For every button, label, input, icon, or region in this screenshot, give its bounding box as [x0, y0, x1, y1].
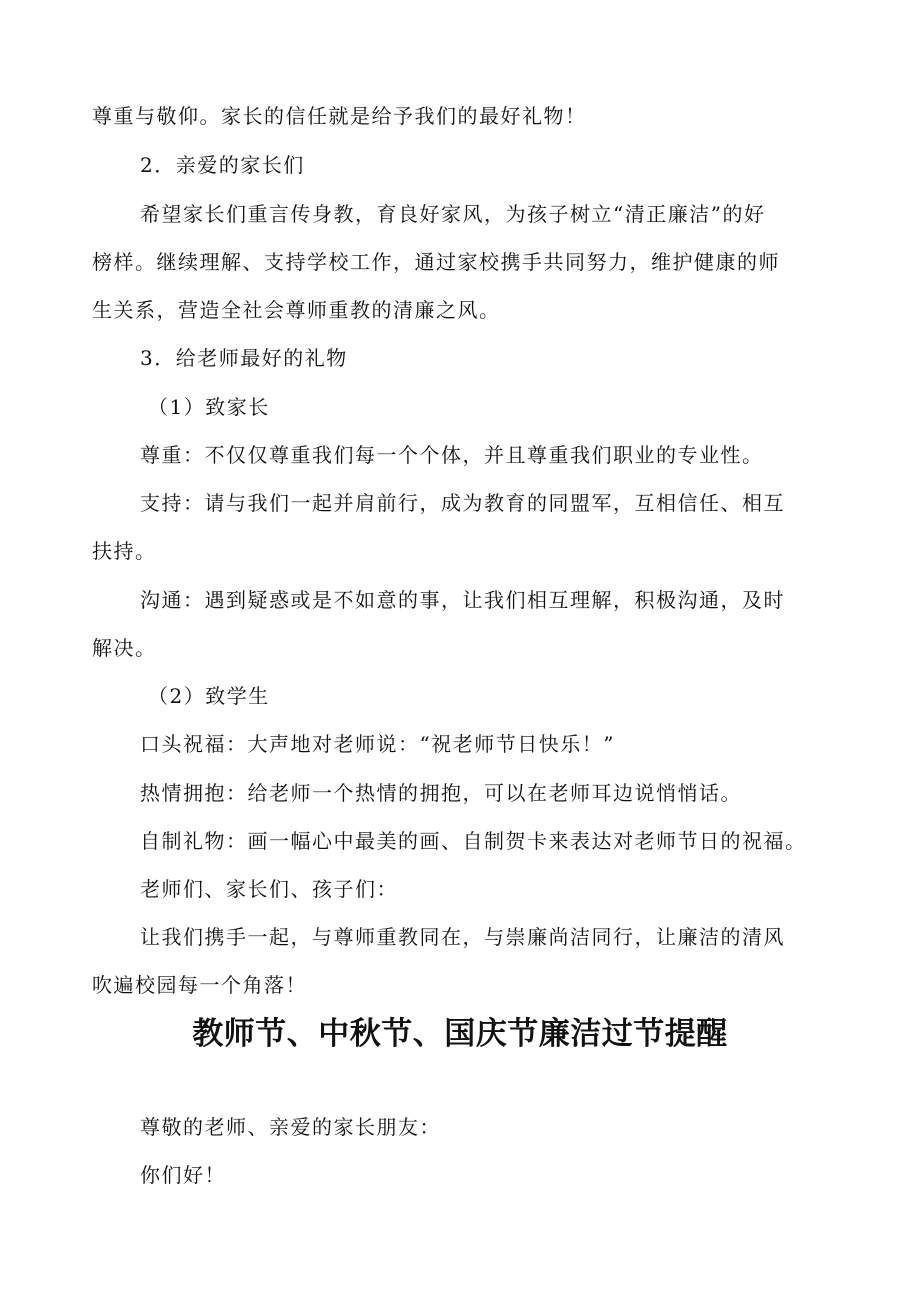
paragraph-line: 口头祝福：大声地对老师说：“祝老师节日快乐！”	[140, 732, 615, 756]
subheading-to-parents: （1）致家长	[148, 395, 270, 419]
paragraph-line: 尊重：不仅仅尊重我们每一个个体，并且尊重我们职业的专业性。	[140, 443, 764, 467]
paragraph-line: 自制礼物：画一幅心中最美的画、自制贺卡来表达对老师节日的祝福。	[140, 829, 807, 853]
paragraph-line: 沟通：遇到疑惑或是不如意的事，让我们相互理解，积极沟通，及时	[140, 588, 785, 612]
paragraph-line: 支持：请与我们一起并肩前行，成为教育的同盟军，互相信任、相互	[140, 491, 785, 515]
subheading-to-students: （2）致学生	[148, 684, 270, 708]
paragraph-line: 希望家长们重言传身教，育良好家风，为孩子树立“清正廉洁”的好	[140, 202, 766, 226]
paragraph-line: 生关系，营造全社会尊师重教的清廉之风。	[92, 298, 501, 322]
greeting-line: 尊敬的老师、亲爱的家长朋友：	[140, 1115, 441, 1139]
section-heading-parents: 2．亲爱的家长们	[140, 153, 305, 177]
salutation-line: 你们好！	[140, 1163, 226, 1187]
paragraph-line: 扶持。	[92, 539, 157, 563]
page-title: 教师节、中秋节、国庆节廉洁过节提醒	[192, 1016, 728, 1052]
paragraph-line: 解决。	[92, 636, 157, 660]
paragraph-line: 吹遍校园每一个角落！	[92, 973, 307, 997]
paragraph-line: 热情拥抱：给老师一个热情的拥抱，可以在老师耳边说悄悄话。	[140, 781, 742, 805]
paragraph-line: 榜样。继续理解、支持学校工作，通过家校携手共同努力，维护健康的师	[92, 250, 780, 274]
paragraph-line: 尊重与敬仰。家长的信任就是给予我们的最好礼物！	[92, 104, 587, 128]
paragraph-line: 老师们、家长们、孩子们：	[140, 877, 398, 901]
paragraph-line: 让我们携手一起，与尊师重教同在，与崇廉尚洁同行，让廉洁的清风	[140, 925, 785, 949]
section-heading-gift: 3．给老师最好的礼物	[140, 346, 348, 370]
